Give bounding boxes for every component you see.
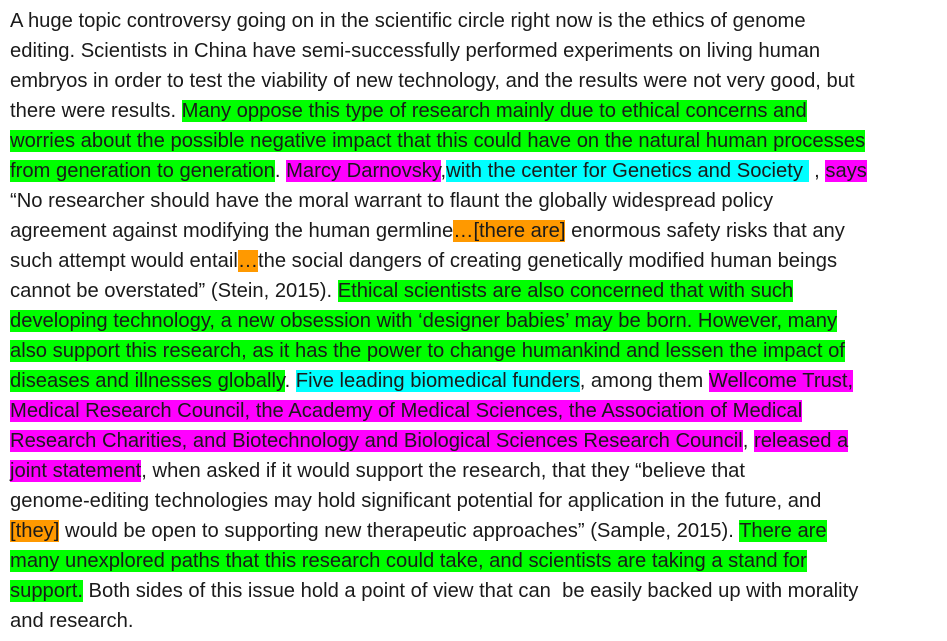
text-line: [10, 126, 945, 156]
body-text: such attempt would entail: [10, 250, 238, 272]
text-line: [10, 456, 945, 486]
text-line: [10, 246, 945, 276]
text-line: [10, 186, 945, 216]
text-line: [10, 156, 945, 186]
highlighted-text-magenta: Medical Research Council, the Academy of Medical Sciences, the Association of Medical: [10, 400, 803, 422]
highlighted-text-magenta: Marcy Darnovsky: [286, 160, 441, 182]
highlighted-text-green: also support this research, as it has the power to change humankind and lessen the impact of: [10, 340, 845, 362]
highlighted-text-green: worries about the possible negative impact that this could have on the natural human processes: [10, 130, 866, 152]
body-text: A huge topic controversy going on in the scientific circle right now is the ethics of genome: [10, 10, 806, 32]
highlighted-text-green: There are: [739, 520, 827, 542]
body-text: editing. Scientists in China have semi-successfully performed experiments on living human: [10, 40, 821, 62]
highlighted-text-cyan: Five leading biomedical funders: [295, 370, 580, 392]
text-line: [10, 6, 945, 36]
body-text: ,: [440, 160, 447, 182]
highlighted-text-green: support.: [10, 580, 83, 602]
body-text: agreement against modifying the human germline: [10, 220, 454, 242]
body-text: , when asked if it would support the research, that they “believe that: [141, 460, 746, 482]
highlighted-text-green: Ethical scientists are also concerned that with such: [337, 280, 794, 302]
body-text: embryos in order to test the viability of new technology, and the results were not very good, but: [10, 70, 855, 92]
body-text: and research.: [10, 610, 134, 632]
body-text: would be open to supporting new therapeutic approaches” (Sample, 2015).: [59, 520, 740, 542]
body-text: .: [284, 370, 296, 392]
highlighted-text-cyan: with the center for Genetics and Society: [446, 160, 809, 182]
text-line: [10, 606, 945, 636]
highlighted-text-green: many unexplored paths that this research could take, and scientists are taking a stand for: [10, 550, 807, 572]
text-line: [10, 366, 945, 396]
highlighted-text-green: diseases and illnesses globally: [10, 370, 285, 392]
body-text: .: [274, 160, 287, 182]
highlighted-text-green: Many oppose this type of research mainly due to ethical concerns and: [181, 100, 807, 122]
highlighted-text-orange: …: [237, 250, 258, 272]
text-line: [10, 516, 945, 546]
text-line: [10, 396, 945, 426]
highlighted-text-magenta: Research Charities, and Biotechnology and Biological Sciences Research Council: [10, 430, 743, 452]
text-line: [10, 36, 945, 66]
body-text: ,: [742, 430, 754, 452]
body-text: genome-editing technologies may hold significant potential for application in the future, and: [10, 490, 822, 512]
text-line: [10, 576, 945, 606]
body-text: cannot be overstated” (Stein, 2015).: [10, 280, 338, 302]
body-text: , among them: [579, 370, 709, 392]
highlighted-text-orange: [they]: [10, 520, 60, 542]
highlighted-text-green: from generation to generation: [10, 160, 275, 182]
text-line: [10, 546, 945, 576]
body-text: the social dangers of creating genetically modified human beings: [258, 250, 838, 272]
highlighted-text-orange: …[there are]: [453, 220, 566, 242]
body-text: there were results.: [10, 100, 182, 122]
text-line: [10, 426, 945, 456]
essay-paragraph: [10, 6, 945, 636]
highlighted-text-magenta: says: [825, 160, 867, 182]
highlighted-text-magenta: joint statement: [10, 460, 142, 482]
body-text: Both sides of this issue hold a point of view that can be easily backed up with morality: [82, 580, 859, 602]
text-line: [10, 216, 945, 246]
text-line: [10, 276, 945, 306]
highlighted-text-green: developing technology, a new obsession with ‘designer babies’ may be born. However, many: [10, 310, 838, 332]
text-line: [10, 336, 945, 366]
body-text: enormous safety risks that any: [565, 220, 845, 242]
body-text: “No researcher should have the moral warrant to flaunt the globally widespread policy: [10, 190, 774, 212]
highlighted-text-magenta: released a: [753, 430, 849, 452]
text-line: [10, 306, 945, 336]
text-line: [10, 66, 945, 96]
text-line: [10, 96, 945, 126]
body-text: ,: [808, 160, 826, 182]
highlighted-text-magenta: Wellcome Trust,: [708, 370, 854, 392]
text-line: [10, 486, 945, 516]
